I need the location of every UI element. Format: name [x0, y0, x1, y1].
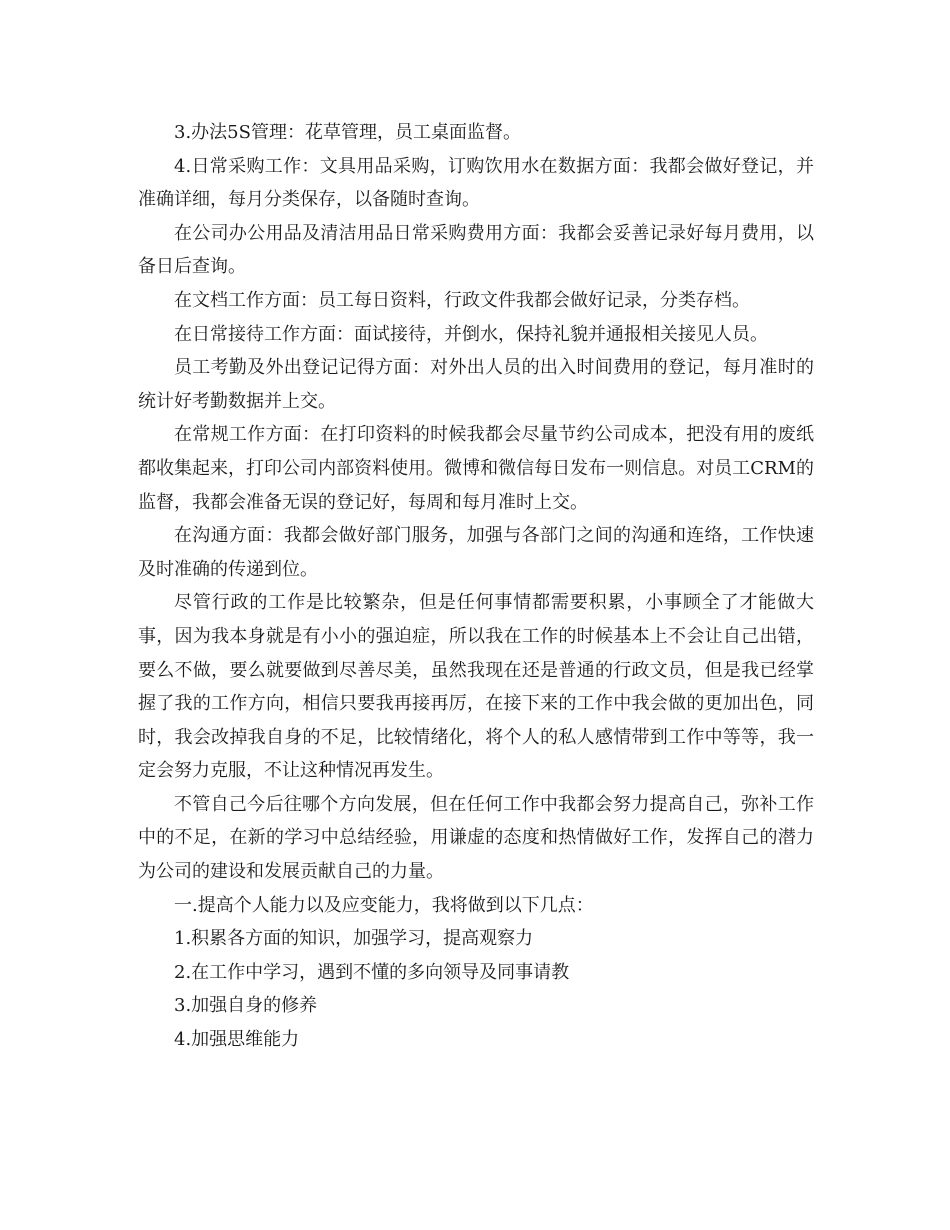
document-body	[138, 116, 814, 1057]
list-item-learn-at-work: 2.在工作中学习，遇到不懂的多向领导及同事请教	[174, 961, 570, 983]
paragraph-section-heading: 一.提高个人能力以及应变能力，我将做到以下几点：	[174, 894, 594, 916]
paragraph-self-reflection: 尽管行政的工作是比较繁杂，但是任何事情都需要积累，小事顾全了才能做大事，因为我本身就是有小小的强迫症，所以我在工作的时候基本上不会让自己出错，要么不做，要么就要做到尽善尽美，虽然我现在还是普通的行政文员，但是我已经掌握了我的工作方向，相信只要我再接再厉，在接下来的工作中我会做的更加出色，同时，我会改掉我自身的不足，比较情绪化，将个人的私人感情带到工作中等等，我一定会努力克服，不让这种情况再发生。	[138, 592, 814, 782]
paragraph-future-development: 不管自己今后往哪个方向发展，但在任何工作中我都会努力提高自己，弥补工作中的不足，在新的学习中总结经验，用谦虚的态度和热情做好工作，发挥自己的潜力为公司的建设和发展贡献自己的力量。	[138, 793, 814, 883]
paragraph-routine-work: 在常规工作方面：在打印资料的时候我都会尽量节约公司成本，把没有用的废纸都收集起来，打印公司内部资料使用。微博和微信每日发布一则信息。对员工CRM的监督，我都会准备无误的登记好，每周和每月准时上交。	[138, 424, 814, 513]
list-item-thinking-ability: 4.加强思维能力	[174, 1029, 300, 1051]
paragraph-office-supplies-cost: 在公司办公用品及清洁用品日常采购费用方面：我都会妥善记录好每月费用，以备日后查询。	[138, 222, 814, 278]
list-item-self-cultivation: 3.加强自身的修养	[174, 995, 318, 1017]
paragraph-daily-purchasing: 4.日常采购工作：文具用品采购，订购饮用水在数据方面：我都会做好登记，并准确详细，每月分类保存，以备随时查询。	[138, 155, 814, 211]
paragraph-document-work: 在文档工作方面：员工每日资料，行政文件我都会做好记录，分类存档。	[174, 289, 750, 311]
list-item-accumulate-knowledge: 1.积累各方面的知识，加强学习，提高观察力	[174, 928, 534, 950]
paragraph-communication: 在沟通方面：我都会做好部门服务，加强与各部门之间的沟通和连络，工作快速及时准确的传递到位。	[138, 525, 814, 580]
paragraph-5s-management: 3.办法5S管理：花草管理，员工桌面监督。	[174, 122, 521, 143]
paragraph-reception-work: 在日常接待工作方面：面试接待，并倒水，保持礼貌并通报相关接见人员。	[174, 323, 768, 345]
paragraph-attendance: 员工考勤及外出登记记得方面：对外出人员的出入时间费用的登记，每月准时的统计好考勤数据并上交。	[138, 357, 814, 412]
